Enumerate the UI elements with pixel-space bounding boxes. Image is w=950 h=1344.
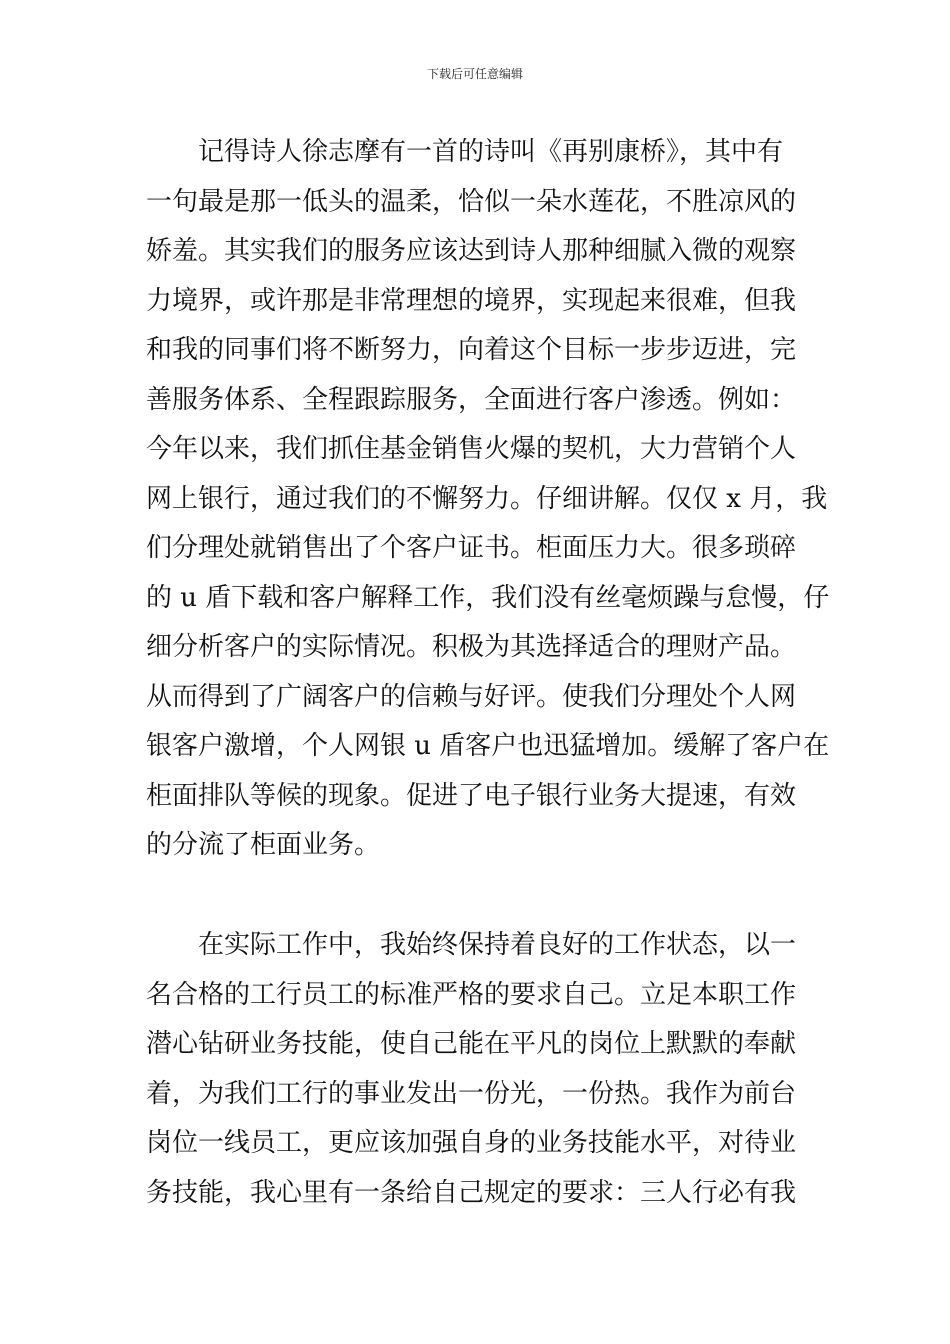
paragraph-line: 一句最是那一低头的温柔，恰似一朵水莲花，不胜凉风的 — [146, 186, 797, 217]
paragraph-line: 务技能，我心里有一条给自己规定的要求：三人行必有我 — [146, 1177, 797, 1208]
paragraph-line: 柜面排队等候的现象。促进了电子银行业务大提速，有效 — [146, 780, 797, 811]
paragraph-line: 的分流了柜面业务。 — [146, 830, 381, 860]
paragraph-line: 们分理处就销售出了个客户证书。柜面压力大。很多琐碎 — [146, 533, 797, 563]
paragraph-line: 名合格的工行员工的标准严格的要求自己。立足本职工作 — [146, 979, 797, 1010]
paragraph-line: 网上银行，通过我们的不懈努力。仔细讲解。仅仅 x 月，我 — [146, 483, 828, 514]
paragraph-line: 善服务体系、全程跟踪服务，全面进行客户渗透。例如： — [146, 384, 797, 415]
paragraph-2 — [146, 921, 808, 1218]
paragraph-line: 岗位一线员工，更应该加强自身的业务技能水平，对待业 — [146, 1128, 797, 1158]
paragraph-line: 细分析客户的实际情况。积极为其选择适合的理财产品。 — [146, 632, 797, 662]
paragraph-line: 着，为我们工行的事业发出一份光，一份热。我作为前台 — [146, 1078, 797, 1109]
paragraph-line: 的 u 盾下载和客户解释工作，我们没有丝毫烦躁与怠慢，仔 — [146, 582, 830, 613]
page-header: 下载后可任意编辑 — [426, 67, 523, 81]
paragraph-line: 力境界，或许那是非常理想的境界，实现起来很难，但我 — [146, 285, 797, 316]
paragraph-line: 银客户激增，个人网银 u 盾客户也迅猛增加。缓解了客户在 — [146, 731, 830, 761]
paragraph-line: 潜心钻研业务技能，使自己能在平凡的岗位上默默的奉献 — [146, 1029, 797, 1059]
paragraph-line: 在实际工作中，我始终保持着良好的工作状态，以一 — [198, 930, 797, 960]
paragraph-line: 娇羞。其实我们的服务应该达到诗人那种细腻入微的观察 — [146, 236, 797, 266]
paragraph-line: 今年以来，我们抓住基金销售火爆的契机，大力营销个人 — [146, 434, 797, 464]
paragraph-line: 记得诗人徐志摩有一首的诗叫《再别康桥》，其中有 — [198, 137, 784, 167]
paragraph-line: 从而得到了广阔客户的信赖与好评。使我们分理处个人网 — [146, 681, 797, 712]
paragraph-1 — [146, 128, 830, 871]
paragraph-line: 和我的同事们将不断努力，向着这个目标一步步迈进，完 — [146, 335, 797, 365]
